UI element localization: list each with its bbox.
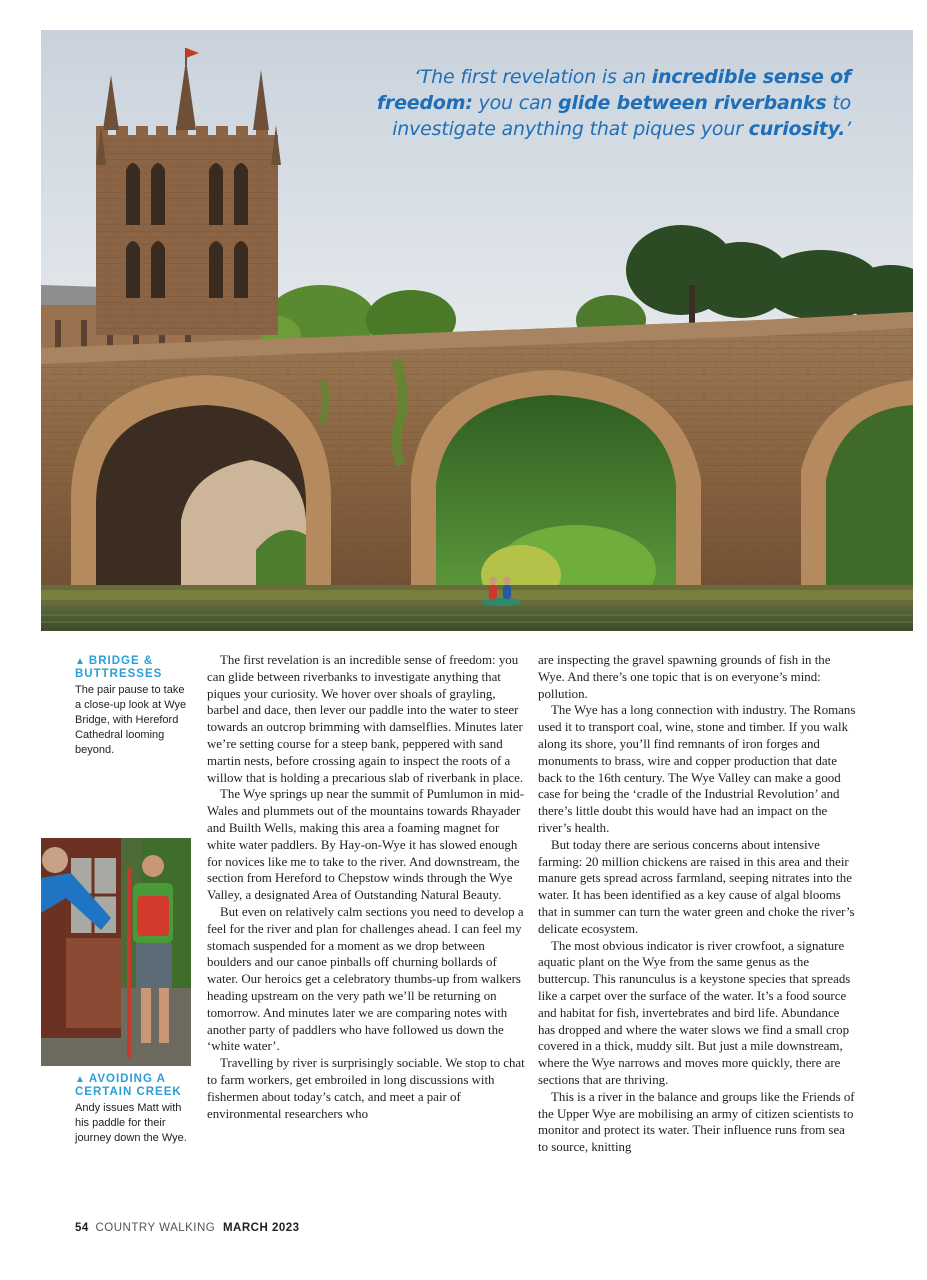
bridge: [41, 312, 913, 615]
caption-title: ▲ AVOIDING A CERTAIN CREEK: [75, 1073, 182, 1098]
paragraph: The Wye springs up near the summit of Pumlumon in mid-Wales and plummets out of the mountains towards Rhayader and Builth Wells, making this area a foaming magnet for white water paddlers. By Hay-on-Wye it has slowed enough for novices like me to take to the river. And downstream, the section from Hereford to Chepstow winds through the Wye Valley, a designated Area of Outstanding Natural Beauty.: [207, 787, 525, 903]
caption-bridge: [75, 655, 193, 758]
paragraph: are inspecting the gravel spawning grounds of fish in the Wye. And there’s one topic that is on everyone’s mind: pollution.: [538, 653, 831, 701]
paragraph: The first revelation is an incredible sense of freedom: you can glide between riverbanks to investigate anything that piques your curiosity. We hover over shoals of grayling, barbel and dace, then lever our paddle into the water to steer towards an outcrop brimming with damselflies. Minutes later we’re setting course for a steep bank, peppered with sand martin nests, before crossing again to inspect the roots of a willow that is holding a precarious slab of riverbank in place.: [207, 653, 524, 785]
page-number: 54: [75, 1222, 89, 1234]
paragraph: Travelling by river is surprisingly sociable. We stop to chat to farm workers, get embroiled in long discussions with fishermen about today’s catch, and meet a pair of environmental researchers who: [207, 1056, 525, 1121]
paragraph: But today there are serious concerns about intensive farming: 20 million chickens are raised in this area and their manure gets spread across farmland, seeping nitrates into the water. It has been identified as a key cause of algal blooms that in summer can turn the water green and choke the river’s delicate ecosystem.: [538, 837, 855, 936]
body-column-1: [207, 652, 525, 1122]
body-column-2: [538, 652, 856, 1156]
issue-date: MARCH 2023: [222, 1222, 300, 1234]
caption-creek: [75, 1073, 193, 1146]
triangle-up-icon: ▲: [75, 656, 86, 667]
paragraph: The Wye has a long connection with industry. The Romans used it to transport coal, wine, stone and timber. If you walk along its shore, you’ll find remnants of iron forges and monuments to brass, wire and copper production that date back to the 16th century. The Wye Valley can make a good case for being the ‘cradle of the Industrial Revolution’ and there’s little doubt this would have had an impact on the river’s health.: [538, 703, 856, 835]
caption-title: ▲ BRIDGE & BUTTRESSES: [75, 655, 163, 680]
pull-quote: ‘The first revelation is an incredible sense of freedom: you can glide between riverbanks to investigate anything that piques your curiosity.’: [376, 66, 851, 140]
magazine-name: COUNTRY WALKING: [95, 1222, 216, 1234]
hero-photo: [41, 30, 913, 631]
paddlers-illustration: [41, 838, 191, 1066]
inset-photo: [41, 838, 191, 1066]
paragraph: This is a river in the balance and groups like the Friends of the Upper Wye are mobilising an army of citizen scientists to monitor and protect its water. Their influence runs from sea to source, knitting: [538, 1089, 855, 1155]
paragraph: But even on relatively calm sections you need to develop a feel for the river and plan for challenges ahead. I can feel my stomach suspended for a moment as we drop between boulders and our canoe pinballs off churning bollards of water. Our heroics get a celebratory thumbs-up from walkers heading upstream on the very path we’ll be returning on tomorrow. And minutes later we are comparing notes with another party of paddlers who have followed us down the ‘white water’.: [207, 904, 524, 1054]
page-footer: [75, 1222, 300, 1234]
paragraph: The most obvious indicator is river crowfoot, a signature aquatic plant on the Wye from the same genus as the buttercup. This ranunculus is a keystone species that spreads like a carpet over the surface of the water. It’s a food source and habitat for fish, invertebrates and bird life. Abundance has dropped and where the water slows we find a small crop covered in a thick, muddy silt. But just a mile downstream, where the Wye narrows and moves more quickly, there are sections that are thriving.: [538, 938, 851, 1087]
triangle-up-icon: ▲: [75, 1074, 86, 1085]
caption-text: The pair pause to take a close-up look at Wye Bridge, with Hereford Cathedral looming beyond.: [75, 684, 187, 756]
caption-text: Andy issues Matt with his paddle for their journey down the Wye.: [75, 1102, 187, 1144]
